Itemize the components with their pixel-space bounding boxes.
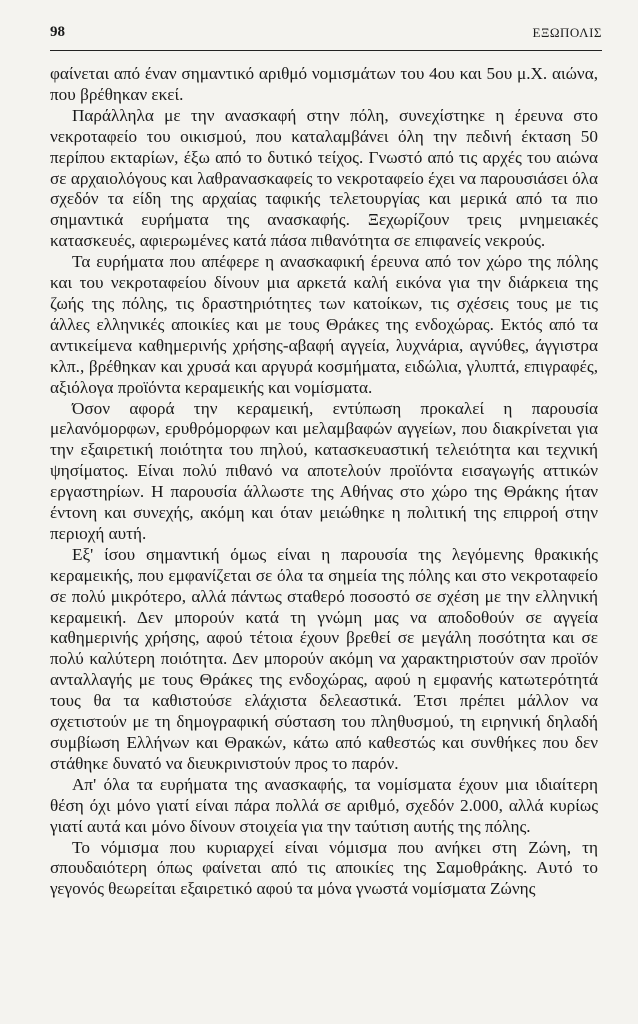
paragraph: φαίνεται από έναν σημαντικό αριθμό νομισμάτων του 4ου και 5ου μ.Χ. αιώνα, που βρέθηκαν εκεί. [50,64,598,104]
paragraph: Τα ευρήματα που απέφερε η ανασκαφική έρευνα από τον χώρο της πόλης και του νεκροταφείου δίνουν μια αρκετά καλή εικόνα για την διάρκεια της ζωής της πόλης, τις δραστηριότητες των κατοίκων, τις σχέσεις τους με τις άλλες ελληνικές αποικίες και με τους Θράκες της ενδοχώρας. Εκτός από τα αντικείμενα καθημερινής χρήσης-αβαφή αγγεία, λυχνάρια, αγνύθες, άγγιστρα κλπ., βρέθηκαν και χρυσά και αργυρά κοσμήματα, ειδώλια, γλυπτά, επιγραφές, αξιόλογα προϊόντα κεραμεικής και νομίσματα. [50,252,598,397]
running-head: ΕΞΩΠΟΛΙΣ [532,25,602,40]
paragraph: Παράλληλα με την ανασκαφή στην πόλη, συνεχίστηκε η έρευνα στο νεκροταφείο του οικισμού, που καταλαμβάνει όλη την πεδινή έκταση 50 περίπου εκταρίων, έξω από το δυτικό τείχος. Γνωστό από τις αρχές του αιώνα σε αρχαιολόγους και λαθρανασκαφείς το νεκροταφείο έχει να παρουσιάσει όλα σχεδόν τα είδη της αρχαίας ταφικής τελετουργίας και μερικά από τα πιο σημαντικά ευρήματα της ανασκαφής. Ξεχωρίζουν τρεις μνημειακές κατασκευές, αφιερωμένες κατά πάσα πιθανότητα σε επιφανείς νεκρούς. [50,105,598,251]
body-text [50,64,598,900]
paragraph: Το νόμισμα που κυριαρχεί είναι νόμισμα που ανήκει στη Ζώνη, τη σπουδαιότερη όπως φαίνεται από τις αποικίες της Σαμοθράκης. Αυτό το γεγονός θεωρείται εξαιρετικό αφού τα μόνα γνωστά νομίσματα Ζώνης [50,837,598,899]
page-number: 98 [50,24,65,40]
paragraph: Εξ' ίσου σημαντική όμως είναι η παρουσία της λεγόμενης θρακικής κεραμεικής, που εμφανίζεται σε όλα τα σημεία της πόλης και στο νεκροταφείο σε πολύ μικρότερο, αλλά πάντως σταθερό ποσοστό σε σχέση με την ελληνική κεραμεική. Δεν μπορούν κατά τη γνώμη μας να αποδοθούν σε αγγεία καθημερινής χρήσης, αφού τέτοια έχουν βρεθεί σε μεγάλη ποσότητα και σε πολύ καλύτερη ποιότητα. Δεν μπορούν ακόμη να χαρακτηριστούν σαν προϊόν ανταλλαγής με τους Θράκες της ενδοχώρας, αφού η εμφανής κατωτερότητά τους θα τα καθιστούσε ελάχιστα δελεαστικά. Έτσι πρέπει μάλλον να σχετιστούν με τη δημογραφική σύσταση του πληθυσμού, τη ειρηνική δηλαδή συμβίωση Ελλήνων και Θρακών, κάτω από καθεστώς και συνθήκες που δεν στάθηκε δυνατό να διευκρινιστούν προς το παρόν. [50,544,598,773]
page-header [50,24,602,51]
paragraph: Όσον αφορά την κεραμεική, εντύπωση προκαλεί η παρουσία μελανόμορφων, ερυθρόμορφων και μελαμβαφών αγγείων, που διακρίνεται για την εξαιρετική ποιότητα του πηλού, κατασκευαστική τελειότητα και τεχνική ψησίματος. Είναι πολύ πιθανό να αποτελούν προϊόντα εισαγωγής αττικών εργαστηρίων. Η παρουσία άλλωστε της Αθήνας στο χώρο της Θράκης ήταν έντονη και συνεχής, ακόμη και όταν μειώθηκε η πολιτική της επιρροή στην περιοχή αυτή. [50,398,598,543]
paragraph: Απ' όλα τα ευρήματα της ανασκαφής, τα νομίσματα έχουν μια ιδιαίτερη θέση όχι μόνο γιατί είναι πάρα πολλά σε αριθμό, σχεδόν 2.000, αλλά κυρίως γιατί αυτά και μόνο δίνουν στοιχεία για την ταύτιση αυτής της πόλης. [50,774,598,836]
